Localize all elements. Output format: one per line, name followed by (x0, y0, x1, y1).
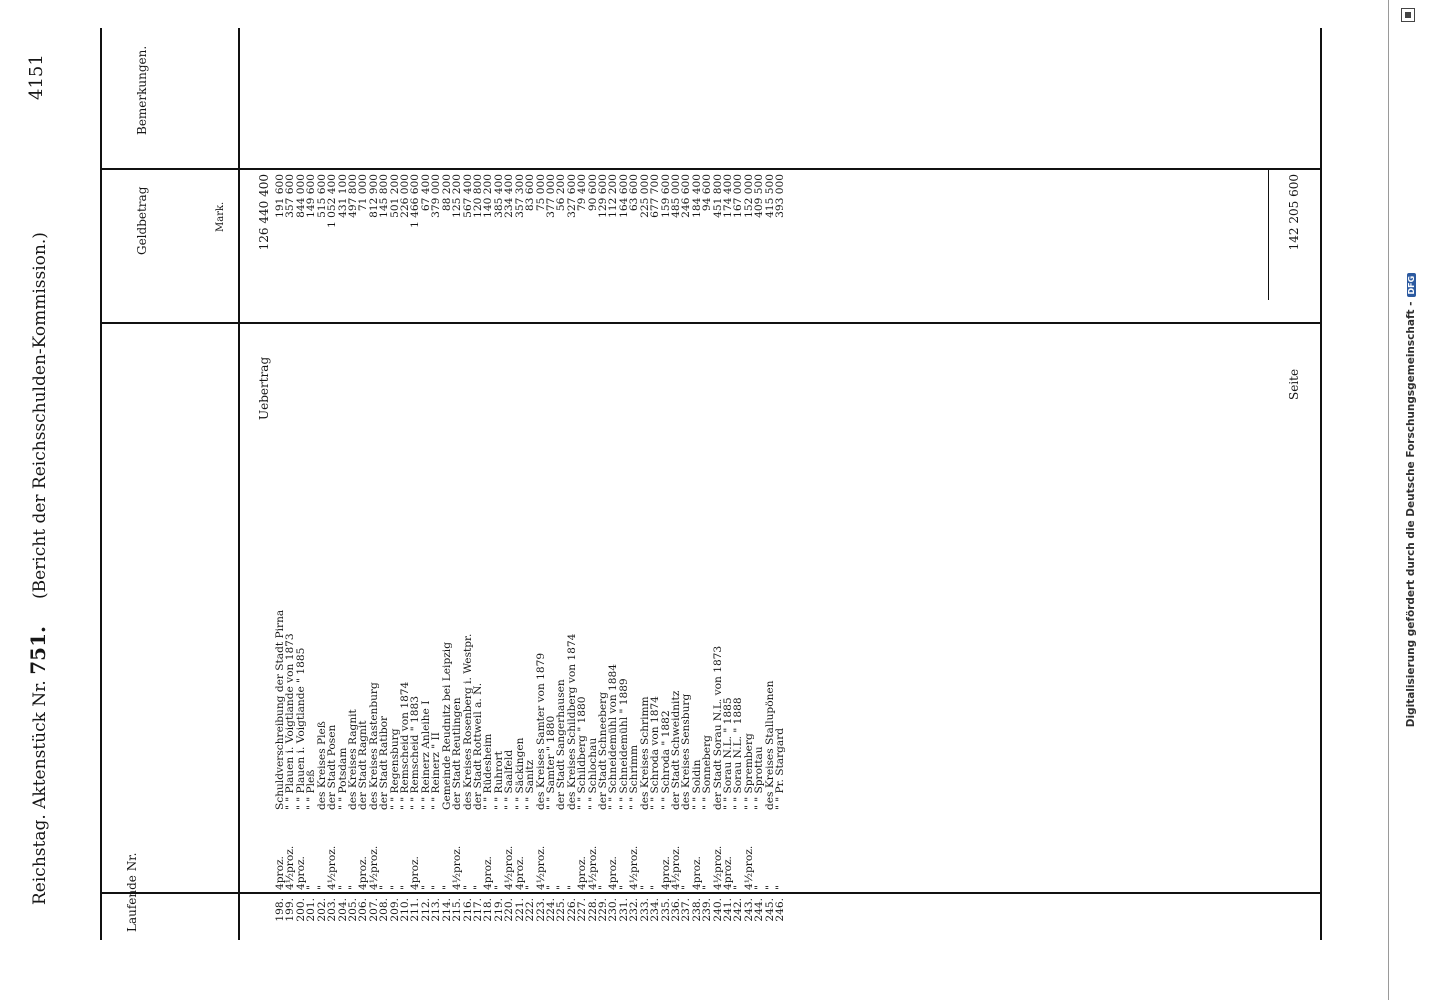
amount-cell: 677 700 (649, 174, 662, 218)
bond-description: der Stadt Reutlingen (451, 697, 464, 810)
amount-cell: 71 000 (357, 174, 370, 212)
bond-description: " " Plauen i. Voigtlande " 1885 (294, 647, 307, 810)
row-number: 216. (461, 898, 474, 922)
interest-rate: 4proz. (357, 856, 370, 890)
table-row (369, 0, 379, 1000)
table-row (754, 0, 764, 1000)
col-header-remarks: Bemerkungen. (135, 45, 149, 135)
interest-rate: " (597, 885, 610, 890)
interest-rate: 4proz. (722, 856, 735, 890)
amount-cell: 567 400 (461, 174, 474, 218)
page-header (26, 232, 66, 905)
bond-description: der Stadt Rottweil a. N. (471, 682, 484, 810)
table-row (640, 0, 650, 1000)
bond-description: des Kreises Schrimm (638, 696, 651, 810)
table-row (390, 0, 400, 1000)
amount-cell: 149 600 (305, 174, 318, 218)
bond-description: " " Plauen i. Voigtlande von 1873 (284, 633, 297, 810)
bond-description: der Stadt Posen (326, 724, 339, 810)
row-number: 227. (576, 898, 589, 922)
bond-description: Gemeinde Reudnitz bei Leipzig (440, 642, 453, 810)
bond-description: des Kreises Samter von 1879 (534, 652, 547, 810)
table-row (421, 0, 431, 1000)
interest-rate: 4proz. (482, 856, 495, 890)
bond-description: " " Sanitz (524, 759, 537, 810)
bond-description: " " Remscheid " 1883 (409, 696, 422, 810)
interest-rate: " (440, 885, 453, 890)
table-row (588, 0, 598, 1000)
amount-cell: 75 000 (534, 174, 547, 212)
amount-cell: 497 800 (346, 174, 359, 218)
table-row (681, 0, 691, 1000)
interest-rate: 4½proz. (503, 845, 516, 890)
amount-cell: 174 400 (722, 174, 735, 218)
interest-rate: 4½proz. (669, 845, 682, 890)
top-rule (100, 28, 102, 940)
table-row (327, 0, 337, 1000)
bond-description: " " Schroda von 1874 (649, 696, 662, 810)
row-number: 243. (742, 898, 755, 922)
bond-description: " " Regensburg (388, 728, 401, 810)
interest-rate: " (617, 885, 630, 890)
table-row (515, 0, 525, 1000)
sum-rule (1268, 170, 1269, 300)
funding-note (1405, 0, 1417, 1000)
interest-rate: " (315, 885, 328, 890)
amount-cell: 357 300 (513, 174, 526, 218)
interest-rate: 4½proz. (284, 845, 297, 890)
amount-cell: 63 600 (628, 174, 641, 212)
row-number: 241. (722, 898, 735, 922)
row-number: 239. (701, 898, 714, 922)
amount-cell: 120 800 (471, 174, 484, 218)
table-row (536, 0, 546, 1000)
amount-cell: 164 600 (617, 174, 630, 218)
amount-cell: 1 466 600 (409, 174, 422, 228)
bond-description: " " Schlochau (586, 737, 599, 810)
header-subtitle: (Bericht der Reichsschulden-Kommission.) (30, 232, 50, 599)
table-row (598, 0, 608, 1000)
interest-rate: " (399, 885, 412, 890)
bond-description: " " Rüdesheim (482, 733, 495, 810)
interest-rate: " (638, 885, 651, 890)
bond-description: " " Sonneberg (701, 735, 714, 810)
bond-description: " " Samter " 1880 (544, 715, 557, 810)
table-row (775, 0, 785, 1000)
interest-rate: " (524, 885, 537, 890)
row-number: 218. (482, 898, 495, 922)
row-number: 244. (753, 898, 766, 922)
funding-note-text: Digitalisierung gefördert durch die Deutsche Forschungsgemeinschaft - (1405, 301, 1417, 728)
table-row (765, 0, 775, 1000)
row-number: 226. (565, 898, 578, 922)
interest-rate: " (649, 885, 662, 890)
row-number: 212. (419, 898, 432, 922)
interest-rate: " (305, 885, 318, 890)
table-row (671, 0, 681, 1000)
row-number: 236. (669, 898, 682, 922)
interest-rate: 4proz. (576, 856, 589, 890)
amount-cell: 67 400 (419, 174, 432, 212)
funding-note-strip (1388, 0, 1432, 1000)
table-row (452, 0, 462, 1000)
amount-cell: 88 200 (440, 174, 453, 212)
bond-description: des Kreises Schildberg von 1874 (565, 633, 578, 810)
amount-cell: 1 052 400 (326, 174, 339, 228)
row-number: 219. (492, 898, 505, 922)
interest-rate: 4proz. (607, 856, 620, 890)
interest-rate: " (461, 885, 474, 890)
carryover-amount: 126 440 400 (257, 174, 271, 251)
bond-description: des Kreises Sensburg (680, 693, 693, 810)
row-number: 222. (524, 898, 537, 922)
row-number: 230. (607, 898, 620, 922)
carryover-label: Uebertrag (257, 356, 271, 420)
bond-description: " " Potsdam (336, 747, 349, 810)
bond-description: " " Reinerz " II (430, 732, 443, 810)
interest-rate: 4proz. (294, 856, 307, 890)
interest-rate: " (565, 885, 578, 890)
bond-description: der Stadt Ratibor (378, 715, 391, 810)
interest-rate: " (544, 885, 557, 890)
bond-description: des Kreises Rosenberg i. Westpr. (461, 633, 474, 810)
amount-cell: 152 000 (742, 174, 755, 218)
bond-description: " " Sorau N.L. " 1888 (732, 697, 745, 810)
total-amount: 142 205 600 (1287, 174, 1301, 251)
row-number: 234. (649, 898, 662, 922)
table-row (431, 0, 441, 1000)
row-number: 213. (430, 898, 443, 922)
bond-description: " " Pr. Stargard (774, 727, 787, 810)
amount-cell: 79 400 (576, 174, 589, 212)
bond-description: " " Schneidemühl " 1889 (617, 678, 630, 810)
row-number: 203. (326, 898, 339, 922)
amount-cell: 145 800 (378, 174, 391, 218)
row-number: 221. (513, 898, 526, 922)
table-row (713, 0, 723, 1000)
amount-cell: 226 000 (399, 174, 412, 218)
bond-description: der Stadt Sorau N.L. von 1873 (711, 645, 724, 810)
amount-cell: 184 400 (690, 174, 703, 218)
table-row (410, 0, 420, 1000)
table-row (723, 0, 733, 1000)
bond-description: " " Sorau N.L. " 1885 (722, 697, 735, 810)
amount-cell: 140 200 (482, 174, 495, 218)
document-number: 751. (26, 626, 50, 675)
bond-description: Schuldverschreibung der Stadt Pirna (274, 609, 286, 810)
row-number: 223. (534, 898, 547, 922)
interest-rate: 4proz. (659, 856, 672, 890)
row-number: 204. (336, 898, 349, 922)
page-number: 4151 (26, 54, 47, 100)
bond-description: des Kreises Stallupönen (763, 680, 776, 810)
amount-cell: 431 100 (336, 174, 349, 218)
row-number: 240. (711, 898, 724, 922)
row-number: 245. (763, 898, 776, 922)
table-row (608, 0, 618, 1000)
header-rule (238, 28, 240, 940)
amount-cell: 844 000 (294, 174, 307, 218)
amount-cell: 83 600 (524, 174, 537, 212)
row-number: 217. (471, 898, 484, 922)
bond-description: " " Ruhrort (492, 751, 505, 810)
row-number: 211. (409, 898, 422, 922)
amount-cell: 90 600 (586, 174, 599, 212)
col-header-amount: Geldbetrag (135, 186, 149, 255)
table-row (296, 0, 306, 1000)
amount-cell: 125 200 (451, 174, 464, 218)
total-label: Seite (1287, 368, 1301, 400)
table-row (338, 0, 348, 1000)
amount-cell: 129 600 (597, 174, 610, 218)
row-number: 228. (586, 898, 599, 922)
row-number: 242. (732, 898, 745, 922)
interest-rate: " (419, 885, 432, 890)
table-row (285, 0, 295, 1000)
amount-cell: 56 200 (555, 174, 568, 212)
bond-description: " " Soldin (690, 759, 703, 810)
amount-cell: 485 000 (669, 174, 682, 218)
table-row (556, 0, 566, 1000)
bond-description: des Kreises Pleß (315, 721, 328, 810)
interest-rate: " (555, 885, 568, 890)
bond-description: " " Schneidemühl von 1884 (607, 664, 620, 810)
amount-cell: 246 600 (680, 174, 693, 218)
row-number: 207. (367, 898, 380, 922)
row-number: 231. (617, 898, 630, 922)
bond-description: " " Spremberg (742, 733, 755, 810)
interest-rate: " (378, 885, 391, 890)
amount-cell: 234 400 (503, 174, 516, 218)
amount-cell: 225 000 (638, 174, 651, 218)
table-row (692, 0, 702, 1000)
bond-description: der Stadt Schneeberg (597, 692, 610, 810)
header-title: Reichstag. Aktenstück Nr. (30, 680, 50, 905)
interest-rate: 4proz. (513, 856, 526, 890)
interest-rate: " (763, 885, 776, 890)
row-number: 210. (399, 898, 412, 922)
bond-description: " " Remscheid von 1874 (399, 681, 412, 810)
interest-rate: 4proz. (409, 856, 422, 890)
amount-cell: 379 000 (430, 174, 443, 218)
amount-cell: 159 600 (659, 174, 672, 218)
amount-cell: 167 000 (732, 174, 745, 218)
table-row (650, 0, 660, 1000)
table-row (629, 0, 639, 1000)
bond-description: " " Säckingen (513, 737, 526, 810)
table-row (306, 0, 316, 1000)
bond-description: des Kreises Rastenburg (367, 682, 380, 810)
amount-cell: 393 000 (774, 174, 787, 218)
interest-rate: 4½proz. (742, 845, 755, 890)
row-number: 220. (503, 898, 516, 922)
interest-rate: 4½proz. (628, 845, 641, 890)
interest-rate: " (701, 885, 714, 890)
row-number: 224. (544, 898, 557, 922)
interest-rate: " (680, 885, 693, 890)
row-number: 214. (440, 898, 453, 922)
bond-description: " " Reinerz Anleihe I (419, 700, 432, 810)
interest-rate: 4½proz. (534, 845, 547, 890)
table-row (577, 0, 587, 1000)
amount-cell: 377 000 (544, 174, 557, 218)
amount-cell: 409 500 (753, 174, 766, 218)
bottom-rule (1320, 28, 1322, 940)
amount-cell: 415 500 (763, 174, 776, 218)
bond-description: " " Schroda " 1882 (659, 710, 672, 810)
table-row (744, 0, 754, 1000)
table-row (525, 0, 535, 1000)
table-row (473, 0, 483, 1000)
interest-rate: 4proz. (690, 856, 703, 890)
row-number: 208. (378, 898, 391, 922)
interest-rate: 4½proz. (711, 845, 724, 890)
table-row (379, 0, 389, 1000)
table-row (348, 0, 358, 1000)
table-row (463, 0, 473, 1000)
row-number: 232. (628, 898, 641, 922)
row-number: 229. (597, 898, 610, 922)
row-number: 215. (451, 898, 464, 922)
interest-rate: " (492, 885, 505, 890)
row-number: 202. (315, 898, 328, 922)
interest-rate: " (336, 885, 349, 890)
row-number: 205. (346, 898, 359, 922)
row-number: 246. (774, 898, 787, 922)
interest-rate: " (388, 885, 401, 890)
interest-rate: " (346, 885, 359, 890)
amount-cell: 451 800 (711, 174, 724, 218)
interest-rate: 4½proz. (586, 845, 599, 890)
amount-cell: 812 900 (367, 174, 380, 218)
dfg-logo: DFG (1407, 273, 1416, 298)
amount-cell: 385 400 (492, 174, 505, 218)
row-number: 198. (274, 898, 286, 922)
row-number: 238. (690, 898, 703, 922)
row-number: 233. (638, 898, 651, 922)
bond-description: " " Schildberg " 1880 (576, 696, 589, 810)
col-header-nr: Laufende Nr. (125, 852, 139, 932)
bond-description: der Stadt Ragnit (357, 720, 370, 810)
amount-cell: 501 200 (388, 174, 401, 218)
table-row (546, 0, 556, 1000)
interest-rate: " (430, 885, 443, 890)
amount-cell: 327 600 (565, 174, 578, 218)
interest-rate: " (471, 885, 484, 890)
interest-rate: 4½proz. (451, 845, 464, 890)
interest-rate: 4½proz. (367, 845, 380, 890)
bond-description: " " Saalfeld (503, 749, 516, 810)
row-number: 209. (388, 898, 401, 922)
interest-rate: 4½proz. (326, 845, 339, 890)
row-number: 225. (555, 898, 568, 922)
row-number: 235. (659, 898, 672, 922)
table-row (483, 0, 493, 1000)
row-number: 200. (294, 898, 307, 922)
col-header-unit: Mark. (215, 201, 226, 232)
bond-description: der Stadt Sangerhausen (555, 679, 568, 810)
amount-cell: 357 600 (284, 174, 297, 218)
amount-cell: 112 200 (607, 174, 620, 218)
bond-description: der Stadt Schweidnitz (669, 690, 682, 810)
row-number: 201. (305, 898, 318, 922)
table-row (400, 0, 410, 1000)
table-row (504, 0, 514, 1000)
amount-cell: 515 600 (315, 174, 328, 218)
bond-description: " " Sprottau (753, 746, 766, 810)
interest-rate: " (774, 885, 787, 890)
bond-description: " " Pleß (305, 769, 318, 810)
bond-description: " " Schrimm (628, 744, 641, 810)
interest-rate: 4proz. (274, 856, 286, 890)
amount-cell: 94 600 (701, 174, 714, 212)
row-number: 237. (680, 898, 693, 922)
row-number: 199. (284, 898, 297, 922)
row-number: 206. (357, 898, 370, 922)
table-row (567, 0, 577, 1000)
amount-cell: 191 600 (274, 174, 286, 218)
interest-rate: " (753, 885, 766, 890)
interest-rate: " (732, 885, 745, 890)
bond-description: des Kreises Ragnit (346, 709, 359, 810)
